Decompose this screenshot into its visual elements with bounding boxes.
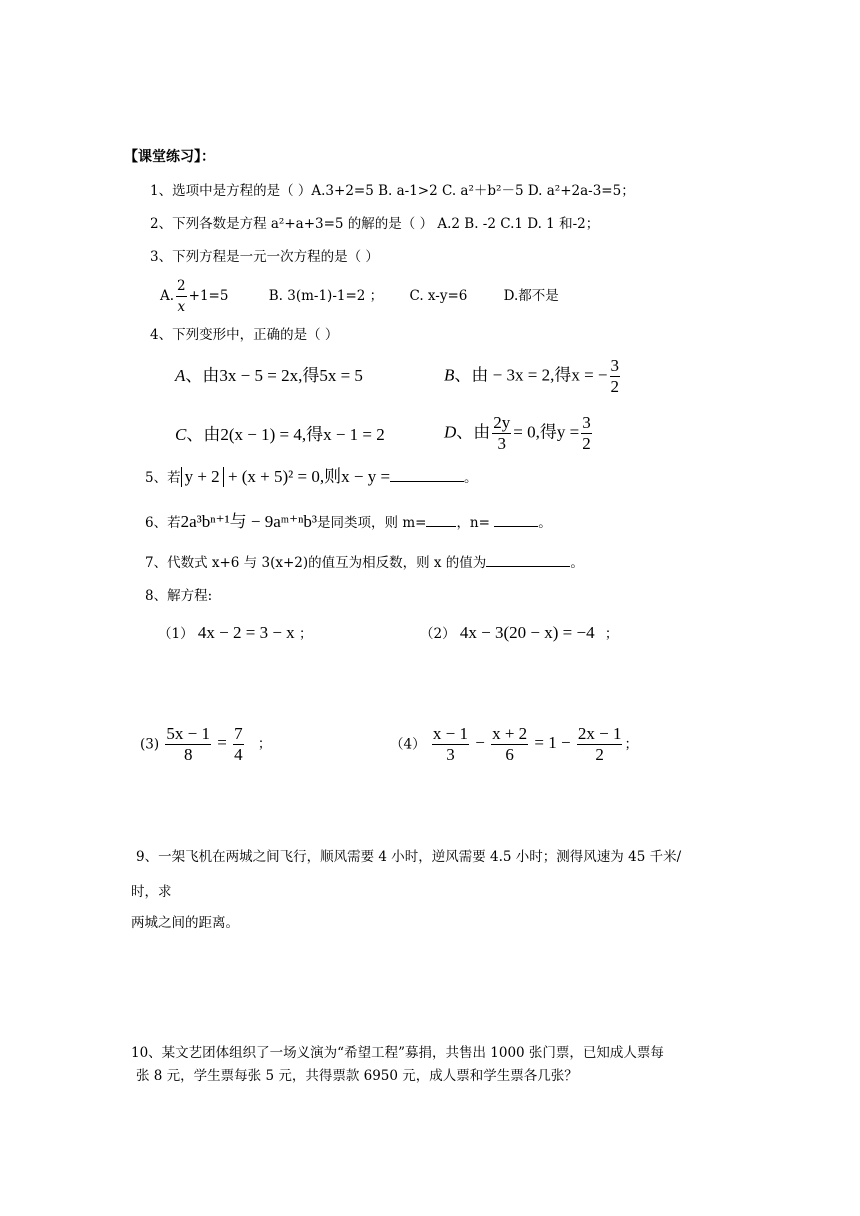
- option-fraction-2: [581, 413, 592, 454]
- question-4-option-b: [444, 356, 622, 397]
- fraction-denominator: 2: [582, 434, 591, 453]
- equation-fraction-right: [233, 724, 244, 765]
- answer-blank: [486, 552, 570, 567]
- equation-label: (3): [140, 736, 160, 753]
- option-label: C: [175, 425, 187, 444]
- fraction-denominator: 3: [446, 745, 455, 764]
- option-fraction: [610, 356, 621, 397]
- option-label: B: [444, 365, 455, 385]
- answer-blank-n: [494, 512, 538, 527]
- option-fraction-1: [492, 413, 511, 454]
- fraction-numerator: 5x − 1: [166, 724, 211, 743]
- equation-1: [158, 623, 312, 644]
- question-5-expression: + (x + 5)² = 0,则x − y =: [227, 467, 391, 486]
- equation-end: ；: [298, 626, 313, 642]
- option-text: 、由 − 3x = 2,得x = −: [454, 365, 608, 385]
- question-6: [145, 512, 552, 533]
- answer-blank: [390, 467, 464, 482]
- fraction-numerator: 2x − 1: [577, 724, 622, 743]
- question-6-mid: ，n=: [456, 515, 490, 531]
- fraction-denominator: 3: [497, 434, 507, 453]
- option-label: A: [175, 366, 186, 385]
- equation-end: ；: [604, 626, 619, 642]
- equation-label: （4）: [390, 736, 426, 753]
- equation-fraction-3: [577, 724, 623, 765]
- question-2: 2、下列各数是方程 a²+a+3=5 的解的是（ ） A.2 B. -2 C.1 D. 1 和-2；: [150, 216, 600, 232]
- equation-middle: = 1 −: [534, 733, 571, 753]
- question-4-stem: 4、下列变形中，正确的是（ ）: [150, 327, 339, 343]
- option-a-fraction: [176, 276, 187, 317]
- equation-expression: 4x − 3(20 − x) = −4: [459, 623, 595, 642]
- equation-3: (3) $\frac{5x - 1}{8}$ = $\frac{7}{4}$ ；: [140, 724, 272, 764]
- fraction-numerator: 3: [582, 413, 591, 432]
- question-9-line-3: 两城之间的距离。: [131, 915, 239, 931]
- equation-expression: 4x − 2 = 3 − x: [197, 623, 295, 642]
- question-10-line-2: 张 8 元，学生票每张 5 元，共得票款 6950 元，成人票和学生票各几张？: [136, 1068, 578, 1084]
- option-a-rest: +1=5: [188, 288, 229, 304]
- fraction-denominator: 2: [595, 745, 604, 764]
- equation-2: [420, 623, 618, 644]
- fraction-numerator: x − 1: [432, 724, 468, 743]
- option-text-pre: 、由: [456, 422, 491, 442]
- question-6-expression: 2a³bⁿ⁺¹与 − 9aᵐ⁺ⁿb³: [180, 512, 318, 531]
- option-text: 、由2(x − 1) = 4,得x − 1 = 2: [186, 425, 385, 444]
- question-6-prefix: 6、若: [145, 515, 181, 531]
- fraction-denominator: x: [177, 299, 186, 315]
- question-5-prefix: 5、若: [145, 470, 181, 486]
- question-7: [145, 552, 584, 573]
- equation-fraction-left: [165, 724, 211, 765]
- question-4-option-a: [175, 366, 363, 386]
- option-c: C. x-y=6: [409, 288, 468, 304]
- fraction-denominator: 6: [505, 745, 514, 764]
- equation-label: （2）: [420, 626, 456, 642]
- option-d: D.都不是: [503, 288, 559, 304]
- question-5: [145, 467, 478, 488]
- question-1: 1、选项中是方程的是（ ）A.3+2=5 B. a-1>2 C. a²＋b²－5 D. a²+2a-3=5；: [150, 183, 635, 199]
- option-label: D: [444, 422, 457, 442]
- fraction-numerator: x + 2: [492, 724, 528, 743]
- section-heading: 【课堂练习】：: [124, 149, 215, 165]
- question-6-text: 是同类项，则 m=: [317, 515, 427, 531]
- question-10-line-1: 10、某文艺团体组织了一场义演为“希望工程”募捐，共售出 1000 张门票，已知成人票每: [131, 1045, 664, 1061]
- option-b: B. 3(m-1)-1=2 ；: [268, 288, 384, 304]
- question-3-stem: 3、下列方程是一元一次方程的是（ ）: [150, 249, 379, 265]
- question-7-suffix: 。: [570, 555, 584, 571]
- question-7-text: 7、代数式 x+6 与 3(x+2)的值互为相反数，则 x 的值为: [145, 555, 487, 571]
- fraction-numerator: 2y: [493, 413, 511, 432]
- fraction-numerator: 2: [176, 276, 187, 297]
- equation-fraction-1: [432, 724, 469, 765]
- fraction-numerator: 3: [610, 356, 619, 375]
- question-9-line-2: 时，求: [131, 884, 172, 900]
- option-a-prefix: A.: [160, 288, 175, 304]
- fraction-denominator: 4: [234, 745, 243, 764]
- question-9-line-1: 9、一架飞机在两城之间飞行，顺风需要 4 小时，逆风需要 4.5 小时；测得风速为 45 千米/: [136, 849, 682, 865]
- equation-label: （1）: [158, 626, 194, 642]
- equation-end: ；: [257, 736, 272, 753]
- question-4-option-d: [444, 413, 594, 454]
- fraction-numerator: 7: [234, 724, 243, 743]
- absolute-value: y + 2: [181, 467, 224, 487]
- equation-end: ；: [624, 736, 638, 753]
- fraction-denominator: 8: [183, 745, 193, 764]
- question-3-options: [160, 276, 559, 317]
- question-5-suffix: 。: [464, 470, 478, 486]
- question-4-option-c: [175, 425, 385, 445]
- option-text: 、由3x − 5 = 2x,得5x = 5: [185, 366, 363, 385]
- equation-fraction-2: [491, 724, 528, 765]
- equation-4: （4） $\frac{x - 1}{3}$ − $\frac{x + 2}{6}$ = 1 − $\frac{2x - 1}{2}$ ；: [390, 724, 638, 764]
- question-8-stem: 8、解方程:: [145, 588, 213, 604]
- fraction-denominator: 2: [610, 377, 619, 396]
- question-6-suffix: 。: [538, 515, 552, 531]
- answer-blank-m: [426, 512, 456, 527]
- option-text-mid: = 0,得y =: [513, 422, 580, 442]
